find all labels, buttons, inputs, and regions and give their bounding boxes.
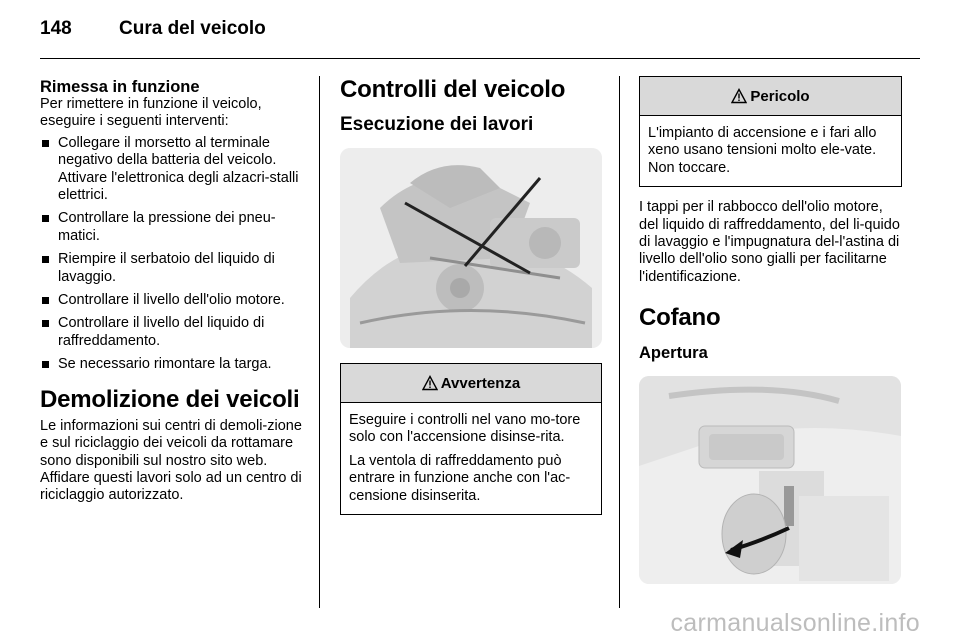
warning-box-body <box>341 403 601 514</box>
rimessa-list <box>40 135 303 374</box>
esecuzione-heading: Esecuzione dei lavori <box>340 114 534 135</box>
list-item: Se necessario rimontare la targa. <box>40 356 303 373</box>
danger-box-header <box>640 77 901 116</box>
caps-text: I tappi per il rabbocco dell'olio motore, del liquido di raffreddamento, del li-quido di lavaggio e l'impugnatura del-l'astina di livello dell'olio sono gialli per facilitarne l'identificazione. <box>639 199 900 285</box>
apertura-heading: Apertura <box>639 344 708 363</box>
rimessa-intro: Per rimettere in funzione il veicolo, eseguire i seguenti interventi: <box>40 96 262 130</box>
column-divider-2 <box>619 76 620 608</box>
warning-triangle-icon <box>422 375 438 391</box>
engine-bay-drawing <box>340 148 602 348</box>
section-title: Cura del veicolo <box>119 18 266 39</box>
bullet-icon <box>42 140 49 147</box>
list-item: Controllare la pressione dei pneu-matici. <box>40 210 303 245</box>
list-item: Riempire il serbatoio del liquido di lavaggio. <box>40 251 303 286</box>
column-1 <box>40 76 303 505</box>
bullet-icon <box>42 361 49 368</box>
danger-box <box>639 76 902 187</box>
bullet-icon <box>42 320 49 327</box>
header-rule <box>40 58 920 59</box>
warning-text-1: Eseguire i controlli nel vano mo-tore solo con l'accensione disinse-rita. <box>349 412 581 446</box>
bullet-icon <box>42 256 49 263</box>
controlli-heading: Controlli del veicolo <box>340 76 566 103</box>
engine-bay-illustration <box>340 148 602 348</box>
column-3 <box>639 76 902 584</box>
bullet-icon <box>42 215 49 222</box>
demolizione-text: Le informazioni sui centri di demoli-zione e sul riciclaggio dei veicoli da rottamare sono disponibili sul nostro sito web. Affidare questi lavori solo ad un centro di riciclaggio autorizzato. <box>40 417 302 504</box>
hood-release-illustration <box>639 376 901 584</box>
warning-triangle-icon <box>731 88 747 104</box>
warning-box-header <box>341 364 601 403</box>
page-number: 148 <box>40 18 72 39</box>
list-item: Controllare il livello dell'olio motore. <box>40 292 303 309</box>
warning-title: Avvertenza <box>440 374 521 392</box>
column-divider-1 <box>319 76 320 608</box>
danger-text: L'impianto di accensione e i fari allo xeno usano tensioni molto ele-vate. Non toccare. <box>648 125 877 176</box>
bullet-icon <box>42 297 49 304</box>
rimessa-heading: Rimessa in funzione <box>40 78 200 96</box>
list-item: Collegare il morsetto al terminale negativo della batteria del veicolo. Attivare l'elettronica degli alzacri-stalli elettrici. <box>40 135 303 205</box>
hood-release-drawing <box>639 376 901 584</box>
column-2 <box>340 76 602 515</box>
watermark: carmanualsonline.info <box>670 609 920 637</box>
list-item: Controllare il livello del liquido di raffreddamento. <box>40 315 303 350</box>
demolizione-heading: Demolizione dei veicoli <box>40 385 300 413</box>
danger-box-body <box>640 116 901 186</box>
cofano-heading: Cofano <box>639 304 721 332</box>
warning-box <box>340 363 602 515</box>
danger-title: Pericolo <box>750 87 810 105</box>
warning-text-2: La ventola di raffreddamento può entrare in funzione anche con l'ac-censione disinserita. <box>349 452 571 504</box>
